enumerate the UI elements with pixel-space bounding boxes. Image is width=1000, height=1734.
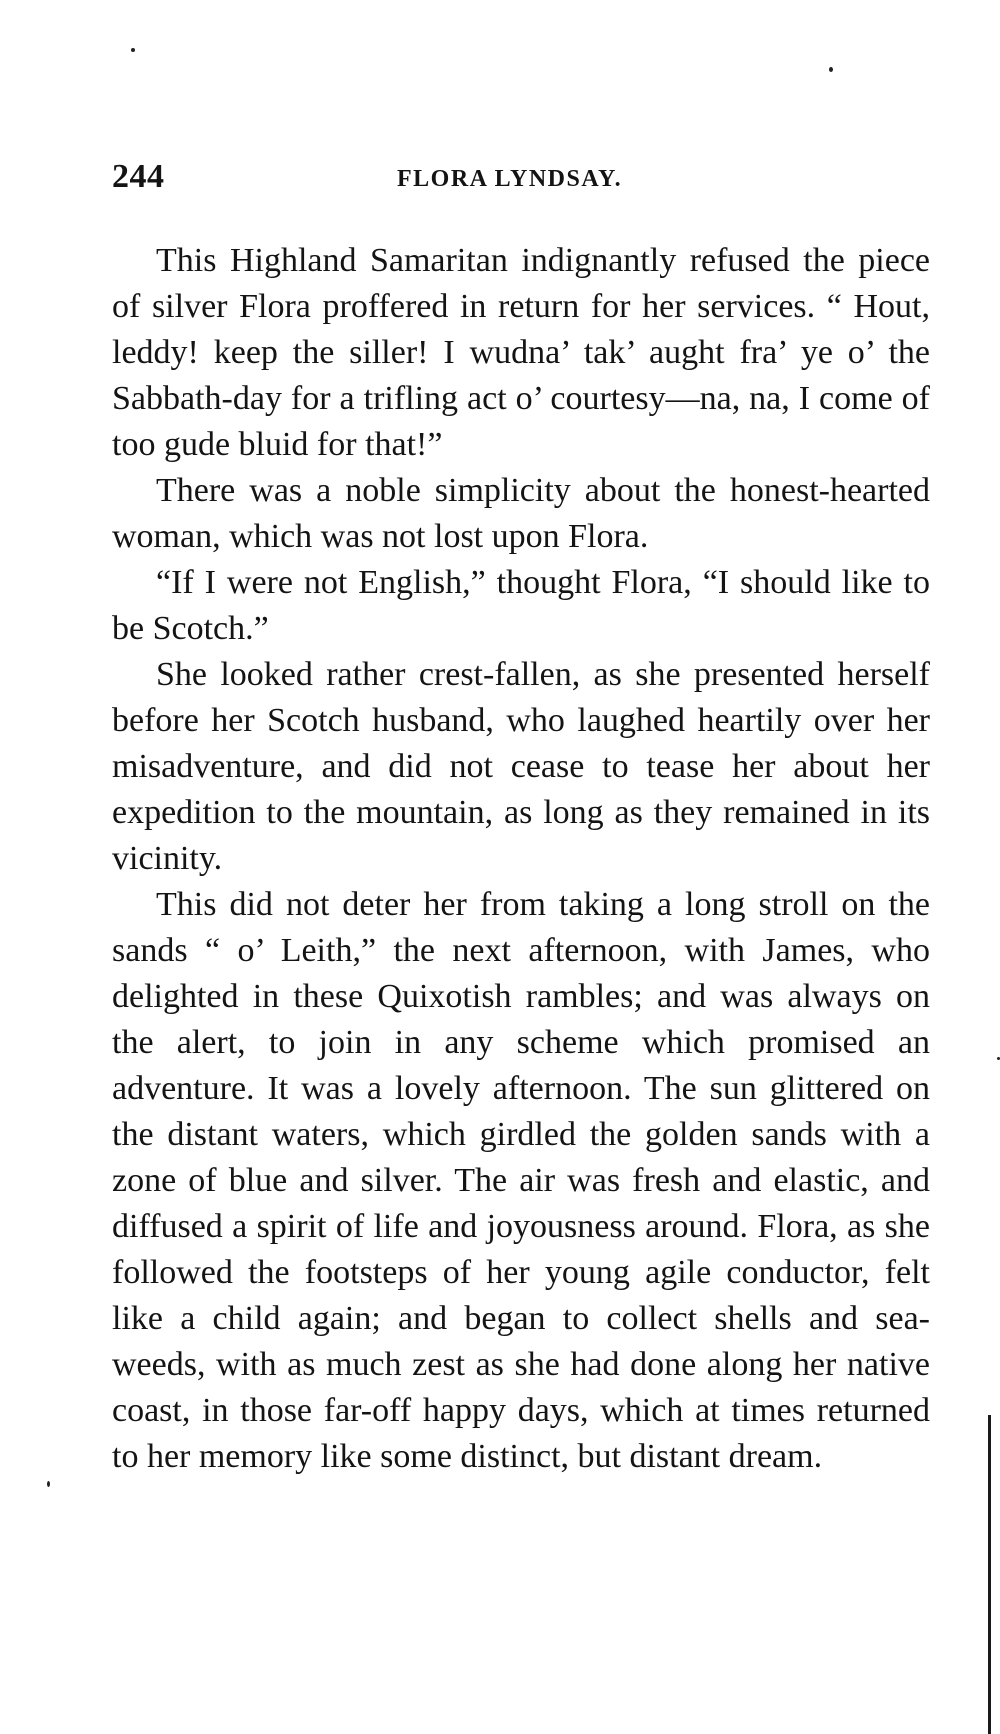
paragraph: There was a noble simplicity about the honest-hearted woman, which was not lost upon Flora. bbox=[112, 472, 930, 555]
paragraph: She looked rather crest-fallen, as she presented herself before her Scotch husband, who laughed heartily over her misadventure, and did not cease to tease her about her expedition to the mountain, as long as they remained in its vicinity. bbox=[112, 656, 930, 877]
running-title: FLORA LYNDSAY. bbox=[397, 166, 623, 192]
page-number: 244 bbox=[112, 158, 165, 195]
paragraph: This did not deter her from taking a long stroll on the sands “ o’ Leith,” the next afternoon, with James, who delighted in these Quixotish rambles; and was always on the alert, to join in any scheme which promised an adventure. It was a lovely afternoon. The sun glittered on the distant waters, which girdled the golden sands with a zone of blue and silver. The air was fresh and elastic, and diffused a spirit of life and joyousness around. Flora, as she followed the footsteps of her young agile conductor, felt like a child again; and began to collect shells and sea-weeds, with as much zest as she had done along her native coast, in those far-off happy days, which at times returned to her memory like some distinct, but distant dream. bbox=[112, 886, 930, 1475]
paragraph: This Highland Samaritan indignantly refused the piece of silver Flora proffered in return for her services. “ Hout, leddy! keep the siller! I wudna’ tak’ aught fra’ ye o’ the Sabbath-day for a trifling act o’ courtesy—na, na, I come of too gude bluid for that!” bbox=[112, 242, 930, 463]
page-edge-shadow bbox=[988, 1415, 991, 1734]
page-header bbox=[112, 158, 930, 208]
ink-speck bbox=[47, 1481, 50, 1487]
paragraph: “If I were not English,” thought Flora, “I should like to be Scotch.” bbox=[112, 564, 930, 647]
ink-speck bbox=[131, 48, 135, 52]
ink-speck bbox=[829, 67, 833, 72]
body-text bbox=[112, 238, 930, 1480]
